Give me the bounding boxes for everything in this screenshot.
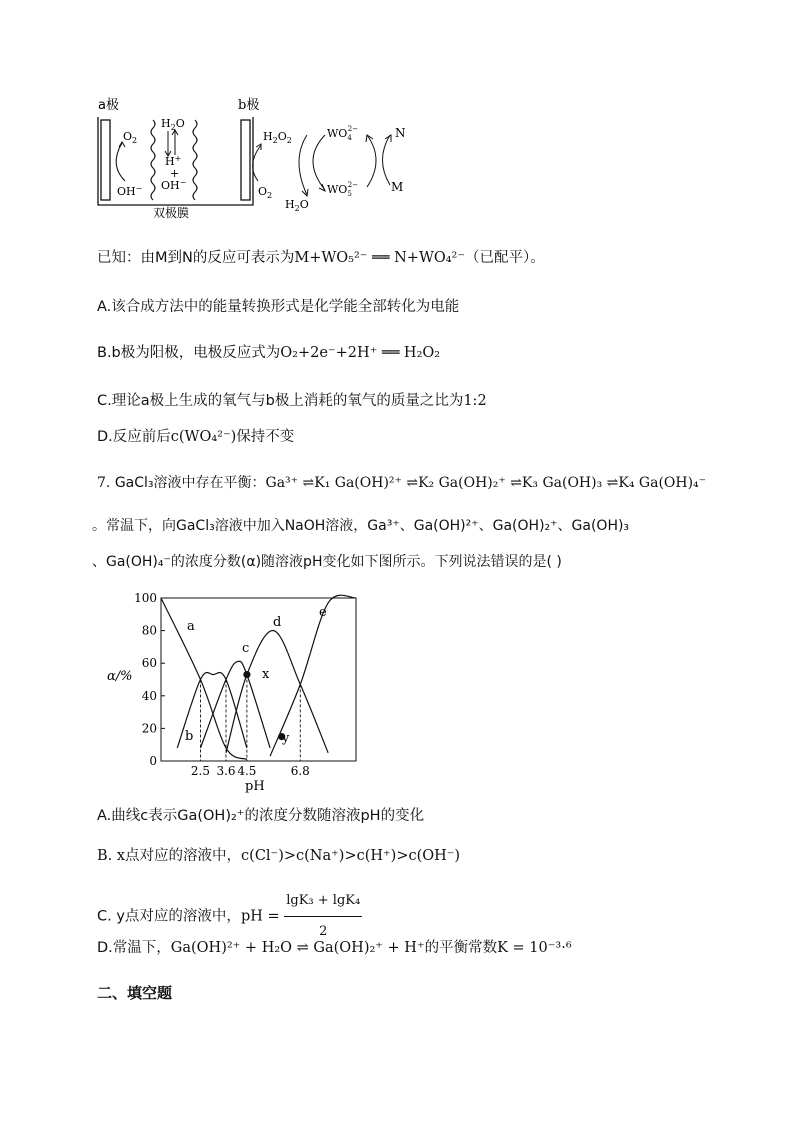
wo4-label: $WO_42-$	[327, 125, 359, 142]
curve-label-b: b	[185, 729, 194, 744]
curve-label-e: e	[319, 605, 327, 620]
q6-option-c[interactable]: C.理论a极上生成的氧气与b极上消耗的氧气的质量之比为1:2	[97, 393, 487, 409]
bipolar-membrane-left	[151, 120, 155, 200]
electrode-b	[241, 120, 250, 200]
curve-label-c: c	[242, 641, 250, 656]
electrode-a-label: a极	[98, 98, 119, 113]
y-tick-label: 100	[134, 591, 157, 605]
h2o-product-label: $H_2O$	[285, 198, 309, 213]
x-tick-label: 4.5	[237, 764, 257, 778]
q7-stem-line2: 。常温下，向GaCl₃溶液中加入NaOH溶液，Ga³⁺、Ga(OH)²⁺、Ga(OH)₂⁺、Ga(OH)₃	[92, 518, 630, 534]
wo5-to-wo4-arc	[367, 135, 376, 187]
oh-to-o2-arrow	[116, 143, 125, 181]
question-number: 7.	[97, 475, 111, 491]
electrode-b-label: b极	[238, 98, 260, 113]
q7-option-c[interactable]: C. y点对应的溶液中，pH = $\frac{\text{lgK₃ + lgK₄}}{2}$	[97, 886, 362, 947]
y-axis-label: α/%	[107, 669, 133, 684]
wo4-to-wo5-arc	[313, 135, 325, 190]
q7-stem-line1: 7. GaCl₃溶液中存在平衡：Ga³⁺ ⇌K₁ Ga(OH)²⁺ ⇌K₂ Ga(OH)₂⁺ ⇌K₃ Ga(OH)₃ ⇌K₄ Ga(OH)₄⁻	[97, 475, 707, 491]
y-tick-label: 20	[141, 721, 157, 736]
q7-option-b[interactable]: B. x点对应的溶液中，c(Cl⁻)>c(Na⁺)>c(H⁺)>c(OH⁻)	[97, 848, 461, 864]
curve-label-d: d	[273, 615, 282, 630]
membrane-label: 双极膜	[153, 206, 190, 220]
section-heading: 二、填空题	[97, 984, 173, 1002]
q6-option-a[interactable]: A.该合成方法中的能量转换形式是化学能全部转化为电能	[97, 299, 460, 315]
m-to-n-arc	[383, 135, 391, 185]
electrode-a	[101, 120, 110, 200]
x-axis-label: pH	[245, 779, 265, 794]
fraction-vs-ph-chart	[105, 590, 370, 795]
q7-stem-line3: 、Ga(OH)₄⁻的浓度分数(α)随溶液pH变化如下图所示。下列说法错误的是( )	[92, 554, 562, 570]
y-tick-label: 80	[141, 623, 157, 638]
o2-b-label: $O_2$	[258, 185, 273, 200]
y-tick-label: 0	[149, 754, 157, 768]
oh-membrane-label: OH−	[161, 178, 187, 192]
h2o2-to-h2o-arc	[299, 135, 307, 195]
h-plus-label: H+	[165, 154, 182, 168]
q7-option-a[interactable]: A.曲线c表示Ga(OH)₂⁺的浓度分数随溶液pH的变化	[97, 808, 425, 824]
q7-option-d[interactable]: D.常温下，Ga(OH)²⁺ + H₂O ⇌ Ga(OH)₂⁺ + H⁺的平衡常数K = 10⁻³·⁶	[97, 940, 572, 956]
y-tick-label: 40	[141, 688, 157, 703]
q6-option-d[interactable]: D.反应前后c(WO₄²⁻)保持不变	[97, 429, 295, 445]
equilibrium-chain: Ga³⁺ ⇌K₁ Ga(OH)²⁺ ⇌K₂ Ga(OH)₂⁺ ⇌K₃ Ga(OH)₃ ⇌K₄ Ga(OH)₄⁻	[265, 475, 707, 491]
o2-to-h2o2-arrow	[253, 145, 261, 181]
m-label: M	[391, 180, 404, 194]
x-tick-label: 6.8	[290, 764, 310, 778]
point-label-x: x	[262, 667, 270, 682]
known-statement: 已知：由M到N的反应可表示为M+WO₅²⁻ ══ N+WO₄²⁻（已配平）。	[97, 250, 545, 266]
o2-a-label: $O_2$	[123, 130, 138, 145]
x-tick-label: 2.5	[190, 764, 211, 778]
ph-fraction: $\frac{\text{lgK₃ + lgK₄}}{2}$	[284, 886, 362, 947]
wo5-label: $WO_52-$	[327, 181, 359, 198]
curve-label-a: a	[187, 619, 195, 634]
electrolysis-cell-diagram	[95, 95, 425, 220]
curve-a	[161, 598, 250, 759]
oh-a-label: OH−	[117, 184, 143, 198]
h2o-label: $H_2O$	[161, 117, 185, 132]
h2o2-label: $H_2O_2$	[263, 130, 292, 145]
n-label: N	[395, 126, 406, 140]
q6-option-b[interactable]: B.b极为阳极，电极反应式为O₂+2e⁻+2H⁺ ══ H₂O₂	[97, 345, 441, 361]
x-tick-label: 3.6	[216, 764, 236, 778]
y-tick-label: 60	[141, 656, 157, 671]
bipolar-membrane-right	[193, 120, 197, 200]
plus-sign: +	[170, 167, 180, 180]
point-label-y: y	[282, 731, 290, 746]
